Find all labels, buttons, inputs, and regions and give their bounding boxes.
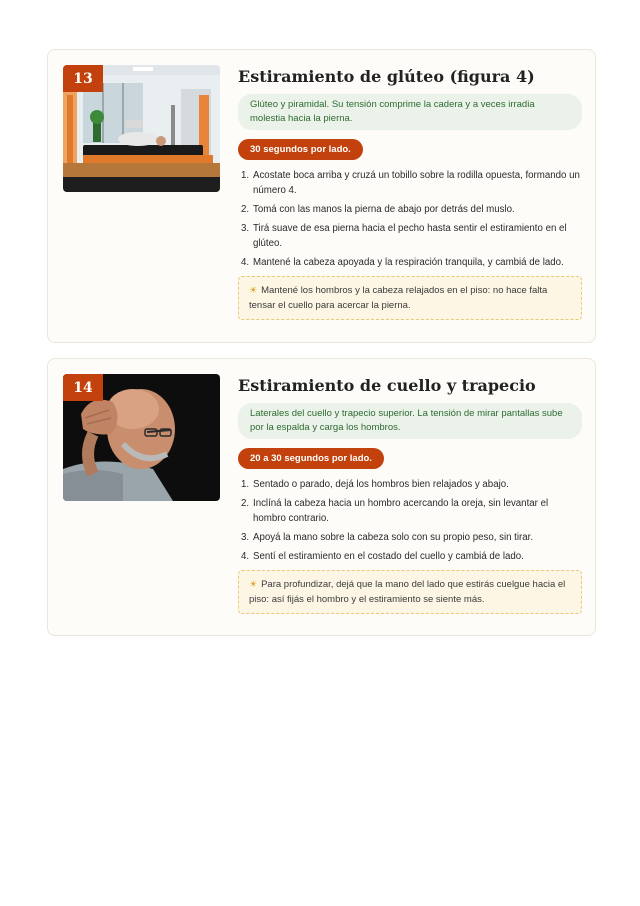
step-item xyxy=(238,549,582,564)
step-number: 2. xyxy=(241,498,250,509)
exercise-title: Estiramiento de glúteo (figura 4) xyxy=(238,67,535,86)
lightbulb-icon: ☀ xyxy=(249,285,258,295)
step-text: Apoyá la mano sobre la cabeza solo con su propio peso, sin tirar. xyxy=(253,532,534,543)
duration-badge: 20 a 30 segundos por lado. xyxy=(238,448,384,469)
step-item xyxy=(238,221,582,251)
step-item xyxy=(238,496,582,526)
steps-list xyxy=(238,477,582,564)
step-text: Acostate boca arriba y cruzá un tobillo sobre la rodilla opuesta, formando un número 4. xyxy=(253,170,580,196)
step-item xyxy=(238,530,582,545)
step-text: Inclíná la cabeza hacia un hombro acercando la oreja, sin levantar el hombro contrario. xyxy=(253,498,549,524)
steps-list xyxy=(238,168,582,270)
tip-text: Para profundizar, dejá que la mano del lado que estirás cuelgue hacia el piso: así fijás el hombro y el estiramiento se siente más. xyxy=(249,579,566,605)
step-number: 2. xyxy=(241,204,250,215)
lightbulb-icon: ☀ xyxy=(249,579,258,589)
tip-box xyxy=(238,276,582,320)
step-number: 4. xyxy=(241,257,250,268)
step-text: Sentí el estiramiento en el costado del cuello y cambiá de lado. xyxy=(253,551,524,562)
step-item xyxy=(238,202,582,217)
step-text: Sentado o parado, dejá los hombros bien relajados y abajo. xyxy=(253,479,509,490)
target-muscles-note: Glúteo y piramidal. Su tensión comprime la cadera y a veces irradia molestia hacia la pierna. xyxy=(238,94,582,130)
step-text: Tomá con las manos la pierna de abajo por detrás del muslo. xyxy=(253,204,515,215)
step-item xyxy=(238,168,582,198)
exercise-card xyxy=(47,49,596,343)
step-item xyxy=(238,477,582,492)
exercise-number-badge: 14 xyxy=(63,374,103,401)
step-number: 4. xyxy=(241,551,250,562)
tip-text: Mantené los hombros y la cabeza relajados en el piso: no hace falta tensar el cuello para acercar la pierna. xyxy=(249,285,548,311)
step-text: Tirá suave de esa pierna hacia el pecho hasta sentir el estiramiento en el glúteo. xyxy=(253,223,567,249)
exercise-content xyxy=(238,65,582,320)
exercise-number-badge: 13 xyxy=(63,65,103,92)
step-number: 3. xyxy=(241,532,250,543)
exercise-content xyxy=(238,374,582,614)
exercise-card xyxy=(47,358,596,636)
duration-badge: 30 segundos por lado. xyxy=(238,139,363,160)
step-item xyxy=(238,255,582,270)
tip-box xyxy=(238,570,582,614)
step-number: 3. xyxy=(241,223,250,234)
step-number: 1. xyxy=(241,479,250,490)
step-text: Mantené la cabeza apoyada y la respiración tranquila, y cambiá de lado. xyxy=(253,257,564,268)
exercise-title: Estiramiento de cuello y trapecio xyxy=(238,376,536,395)
target-muscles-note: Laterales del cuello y trapecio superior. La tensión de mirar pantallas sube por la espalda y carga los hombros. xyxy=(238,403,582,439)
step-number: 1. xyxy=(241,170,250,181)
